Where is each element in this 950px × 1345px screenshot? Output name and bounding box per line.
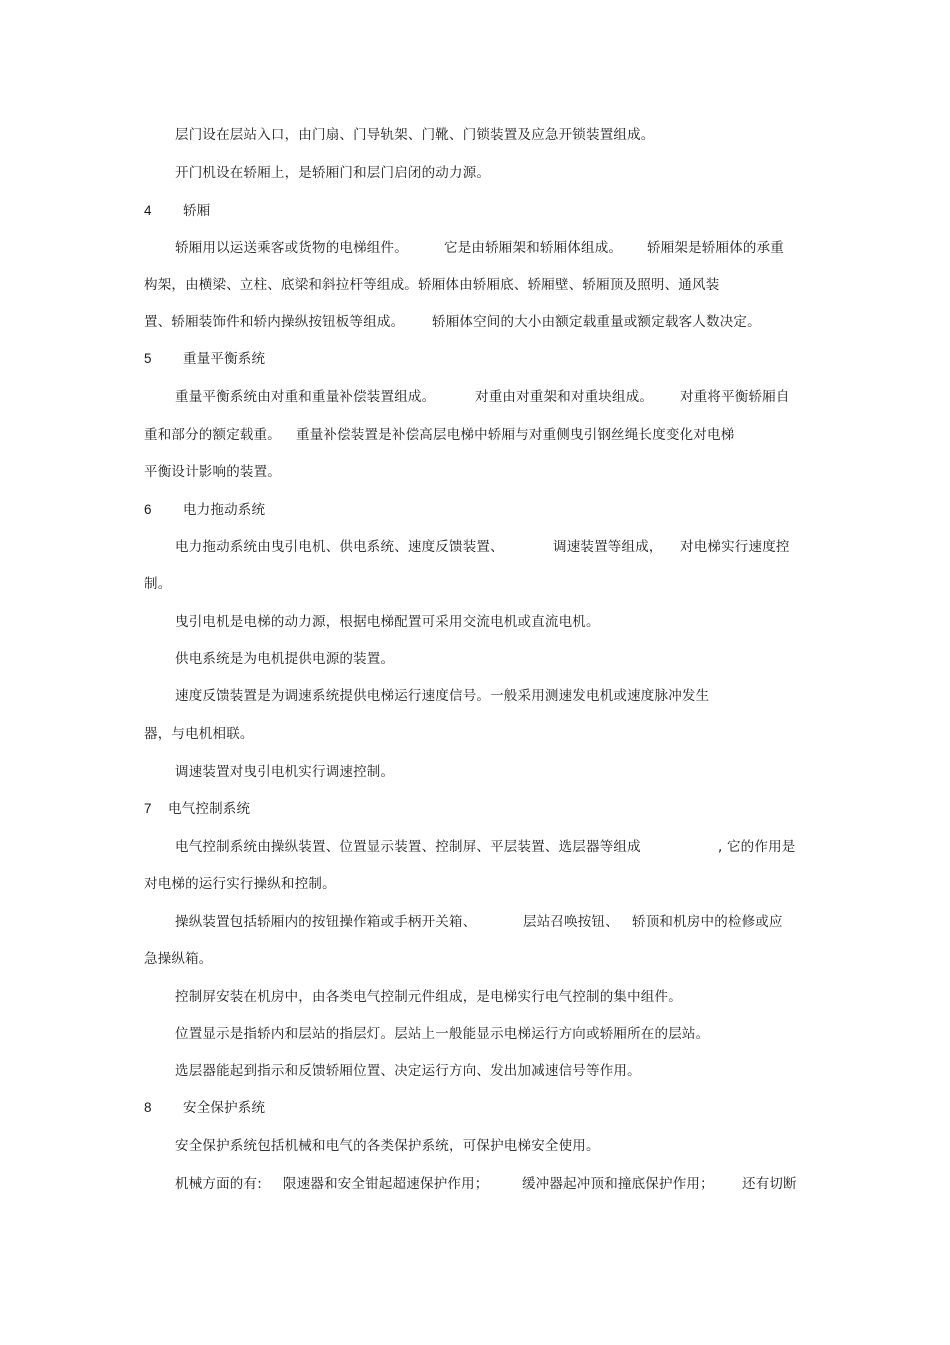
paragraph-line — [144, 725, 254, 743]
text-segment: 层门设在层站入口，由门扇、门导轨架、门靴、门锁装置及应急开锁装置组成。 — [175, 127, 655, 143]
text-segment: 轿厢 — [183, 203, 211, 219]
text-segment: 构架，由横梁、立柱、底梁和斜拉杆等组成。轿厢体由轿厢底、轿厢壁、轿厢顶及照明、通风装 — [144, 277, 720, 293]
section-heading — [144, 800, 152, 818]
text-segment: 制。 — [144, 576, 172, 592]
paragraph-line — [432, 313, 761, 331]
text-segment: 急操纵箱。 — [144, 951, 213, 967]
text-segment: 电气控制系统 — [168, 801, 251, 817]
text-segment: 它是由轿厢架和轿厢体组成。 — [444, 240, 623, 256]
paragraph-line — [680, 538, 790, 556]
text-segment: 曳引电机是电梯的动力源，根据电梯配置可采用交流电机或直流电机。 — [175, 614, 600, 630]
paragraph-line — [175, 126, 655, 144]
text-segment: 重量补偿装置是补偿高层电梯中轿厢与对重侧曳引钢丝绳长度变化对电梯 — [296, 427, 735, 443]
text-segment: 轿厢架是轿厢体的承重 — [647, 240, 784, 256]
text-segment: 操纵装置包括轿厢内的按钮操作箱或手柄开关箱、 — [175, 914, 477, 930]
text-segment: 速度反馈装置是为调速系统提供电梯运行速度信号。一般采用测速发电机或速度脉冲发生 — [175, 688, 710, 704]
paragraph-line — [175, 988, 682, 1006]
paragraph-line — [444, 239, 622, 257]
paragraph-line — [175, 1025, 709, 1043]
text-segment: 开门机设在轿厢上，是轿厢门和层门启闭的动力源。 — [175, 165, 491, 181]
paragraph-line — [144, 276, 719, 294]
text-segment: 平衡设计影响的装置。 — [144, 464, 281, 480]
section-title — [183, 350, 265, 368]
text-segment: 限速器和安全钳起超速保护作用； — [283, 1176, 489, 1192]
paragraph-line — [175, 538, 504, 556]
text-segment: 置、轿厢装饰件和轿内操纵按钮板等组成。 — [144, 314, 405, 330]
paragraph-line — [144, 575, 171, 593]
section-title — [168, 800, 250, 818]
text-segment: 调速装置等组成， — [553, 539, 663, 555]
text-segment: 电力拖动系统 — [183, 502, 266, 518]
paragraph-line — [175, 650, 394, 668]
paragraph-line — [144, 950, 213, 968]
text-segment: 缓冲器起冲顶和撞底保护作用； — [522, 1176, 714, 1192]
paragraph-line — [283, 1175, 489, 1193]
text-segment: 位置显示是指轿内和层站的指层灯。层站上一般能显示电梯运行方向或轿厢所在的层站。 — [175, 1026, 710, 1042]
section-number: 8 — [144, 1100, 152, 1115]
paragraph-line — [475, 388, 653, 406]
paragraph-line — [175, 913, 476, 931]
text-segment: 安全保护系统包括机械和电气的各类保护系统，可保护电梯安全使用。 — [175, 1138, 600, 1154]
paragraph-line — [522, 1175, 714, 1193]
section-heading — [144, 202, 152, 220]
text-segment: 安全保护系统 — [183, 1100, 266, 1116]
paragraph-line — [553, 538, 663, 556]
paragraph-line — [647, 239, 784, 257]
paragraph-line — [144, 875, 336, 893]
section-number: 7 — [144, 801, 152, 816]
section-heading — [144, 501, 152, 519]
paragraph-line — [680, 388, 790, 406]
paragraph-line — [175, 687, 709, 705]
paragraph-line — [632, 913, 783, 931]
section-number: 5 — [144, 351, 152, 366]
text-segment: 机械方面的有: — [175, 1176, 262, 1192]
paragraph-line — [175, 763, 394, 781]
text-segment: 控制屏安装在机房中，由各类电气控制元件组成，是电梯实行电气控制的集中组件。 — [175, 989, 682, 1005]
text-segment: 轿顶和机房中的检修或应 — [632, 914, 783, 930]
section-heading — [144, 350, 152, 368]
text-segment: 器，与电机相联。 — [144, 726, 254, 742]
section-heading — [144, 1099, 152, 1117]
paragraph-line — [144, 313, 404, 331]
text-segment: 对电梯实行速度控 — [680, 539, 790, 555]
text-segment: , 它的作用是 — [718, 839, 796, 855]
text-segment: 选层器能起到指示和反馈轿厢位置、决定运行方向、发出加减速信号等作用。 — [175, 1063, 641, 1079]
text-segment: 轿厢体空间的大小由额定载重量或额定载客人数决定。 — [432, 314, 761, 330]
text-segment: 对重由对重架和对重块组成。 — [475, 389, 654, 405]
text-segment: 还有切断 — [742, 1176, 797, 1192]
paragraph-line — [742, 1175, 797, 1193]
paragraph-line — [296, 426, 734, 444]
paragraph-line — [175, 388, 435, 406]
section-title — [183, 1099, 265, 1117]
text-segment: 电气控制系统由操纵装置、位置显示装置、控制屏、平层装置、选层器等组成 — [175, 839, 641, 855]
text-segment: 供电系统是为电机提供电源的装置。 — [175, 651, 395, 667]
paragraph-line — [175, 613, 600, 631]
paragraph-line — [175, 1137, 600, 1155]
section-title — [183, 202, 210, 220]
text-segment: 重量平衡系统 — [183, 351, 266, 367]
text-segment: 调速装置对曳引电机实行调速控制。 — [175, 764, 395, 780]
text-segment: 对电梯的运行实行操纵和控制。 — [144, 876, 336, 892]
paragraph-line — [175, 1062, 641, 1080]
paragraph-line — [175, 164, 490, 182]
text-segment: 重量平衡系统由对重和重量补偿装置组成。 — [175, 389, 436, 405]
section-number: 6 — [144, 502, 152, 517]
text-segment: 轿厢用以运送乘客或货物的电梯组件。 — [175, 240, 408, 256]
text-segment: 对重将平衡轿厢自 — [680, 389, 790, 405]
paragraph-line — [144, 426, 281, 444]
paragraph-line — [144, 463, 281, 481]
paragraph-line — [175, 838, 641, 856]
paragraph-line — [175, 1175, 262, 1193]
section-number: 4 — [144, 203, 152, 218]
paragraph-line — [523, 913, 619, 931]
paragraph-line — [175, 239, 408, 257]
text-segment: 电力拖动系统由曳引电机、供电系统、速度反馈装置、 — [175, 539, 504, 555]
section-title — [183, 501, 265, 519]
paragraph-line — [718, 838, 795, 856]
text-segment: 层站召唤按钮、 — [523, 914, 619, 930]
text-segment: 重和部分的额定载重。 — [144, 427, 281, 443]
